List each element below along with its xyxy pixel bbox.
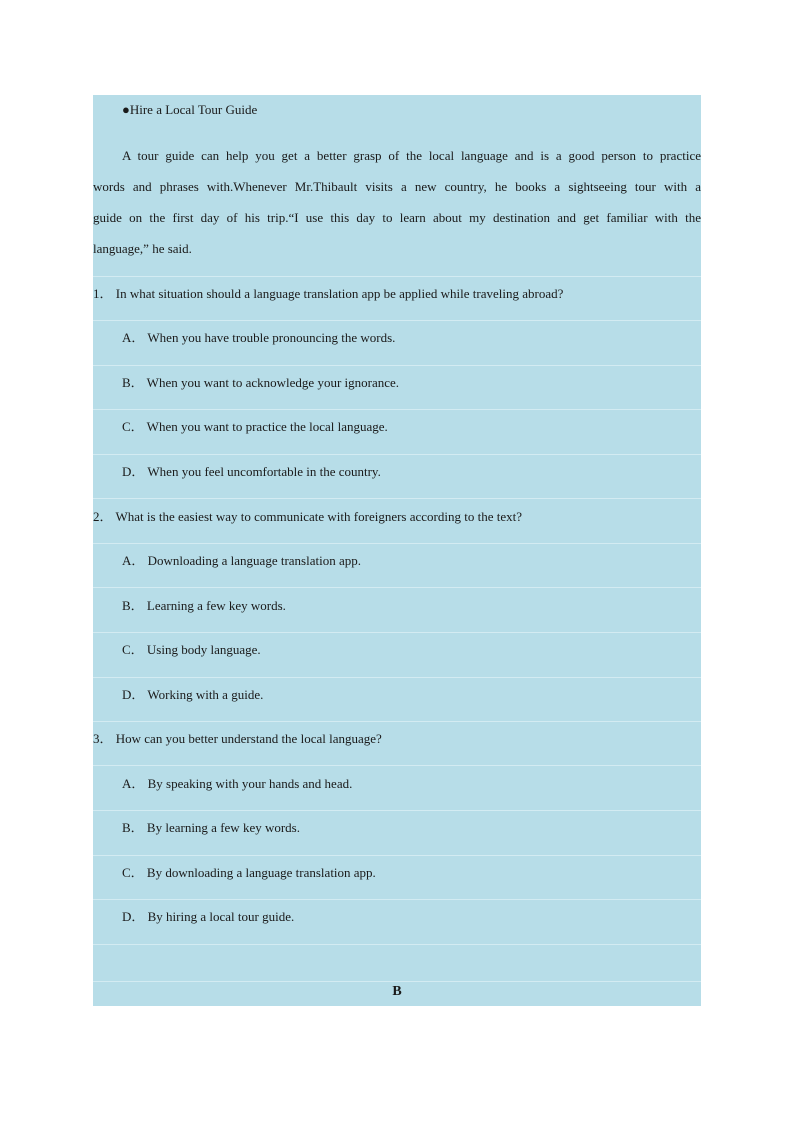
row-divider bbox=[93, 543, 701, 544]
passage-line: language,” he said. bbox=[93, 241, 192, 256]
answer-option: A． By speaking with your hands and head. bbox=[122, 776, 353, 791]
answer-option: A． When you have trouble pronouncing the words. bbox=[122, 330, 396, 345]
answer-option: B． By learning a few key words. bbox=[122, 820, 300, 835]
question-stem: 3． How can you better understand the local language? bbox=[93, 731, 382, 746]
row-divider bbox=[93, 276, 701, 277]
answer-option: D． When you feel uncomfortable in the country. bbox=[122, 464, 381, 479]
answer-option: D． Working with a guide. bbox=[122, 687, 264, 702]
row-divider bbox=[93, 981, 701, 982]
answer-option: C． When you want to practice the local language. bbox=[122, 419, 388, 434]
row-divider bbox=[93, 320, 701, 321]
passage-line: A tour guide can help you get a better grasp of the local language and is a good person to practice bbox=[122, 148, 701, 163]
row-divider bbox=[93, 899, 701, 900]
row-divider bbox=[93, 765, 701, 766]
answer-option: D． By hiring a local tour guide. bbox=[122, 909, 295, 924]
row-divider bbox=[93, 721, 701, 722]
document-page bbox=[93, 95, 701, 1006]
row-divider bbox=[93, 454, 701, 455]
row-divider bbox=[93, 944, 701, 945]
row-divider bbox=[93, 855, 701, 856]
section-label: B bbox=[392, 984, 402, 999]
answer-option: B． When you want to acknowledge your ignorance. bbox=[122, 375, 400, 390]
passage-heading: ●Hire a Local Tour Guide bbox=[122, 102, 258, 117]
row-divider bbox=[93, 365, 701, 366]
answer-option: C． Using body language. bbox=[122, 642, 261, 657]
row-divider bbox=[93, 677, 701, 678]
row-divider bbox=[93, 498, 701, 499]
question-stem: 2． What is the easiest way to communicate with foreigners according to the text? bbox=[93, 509, 522, 524]
row-divider bbox=[93, 810, 701, 811]
row-divider bbox=[93, 587, 701, 588]
row-divider bbox=[93, 409, 701, 410]
answer-option: B． Learning a few key words. bbox=[122, 598, 286, 613]
passage-line: words and phrases with.Whenever Mr.Thibault visits a new country, he books a sightseeing tour with a bbox=[93, 179, 701, 194]
passage-line: guide on the first day of his trip.“I use this day to learn about my destination and get familiar with the bbox=[93, 210, 701, 225]
row-divider bbox=[93, 632, 701, 633]
answer-option: A． Downloading a language translation app. bbox=[122, 553, 361, 568]
question-stem: 1． In what situation should a language translation app be applied while traveling abroad? bbox=[93, 286, 564, 301]
answer-option: C． By downloading a language translation app. bbox=[122, 865, 376, 880]
